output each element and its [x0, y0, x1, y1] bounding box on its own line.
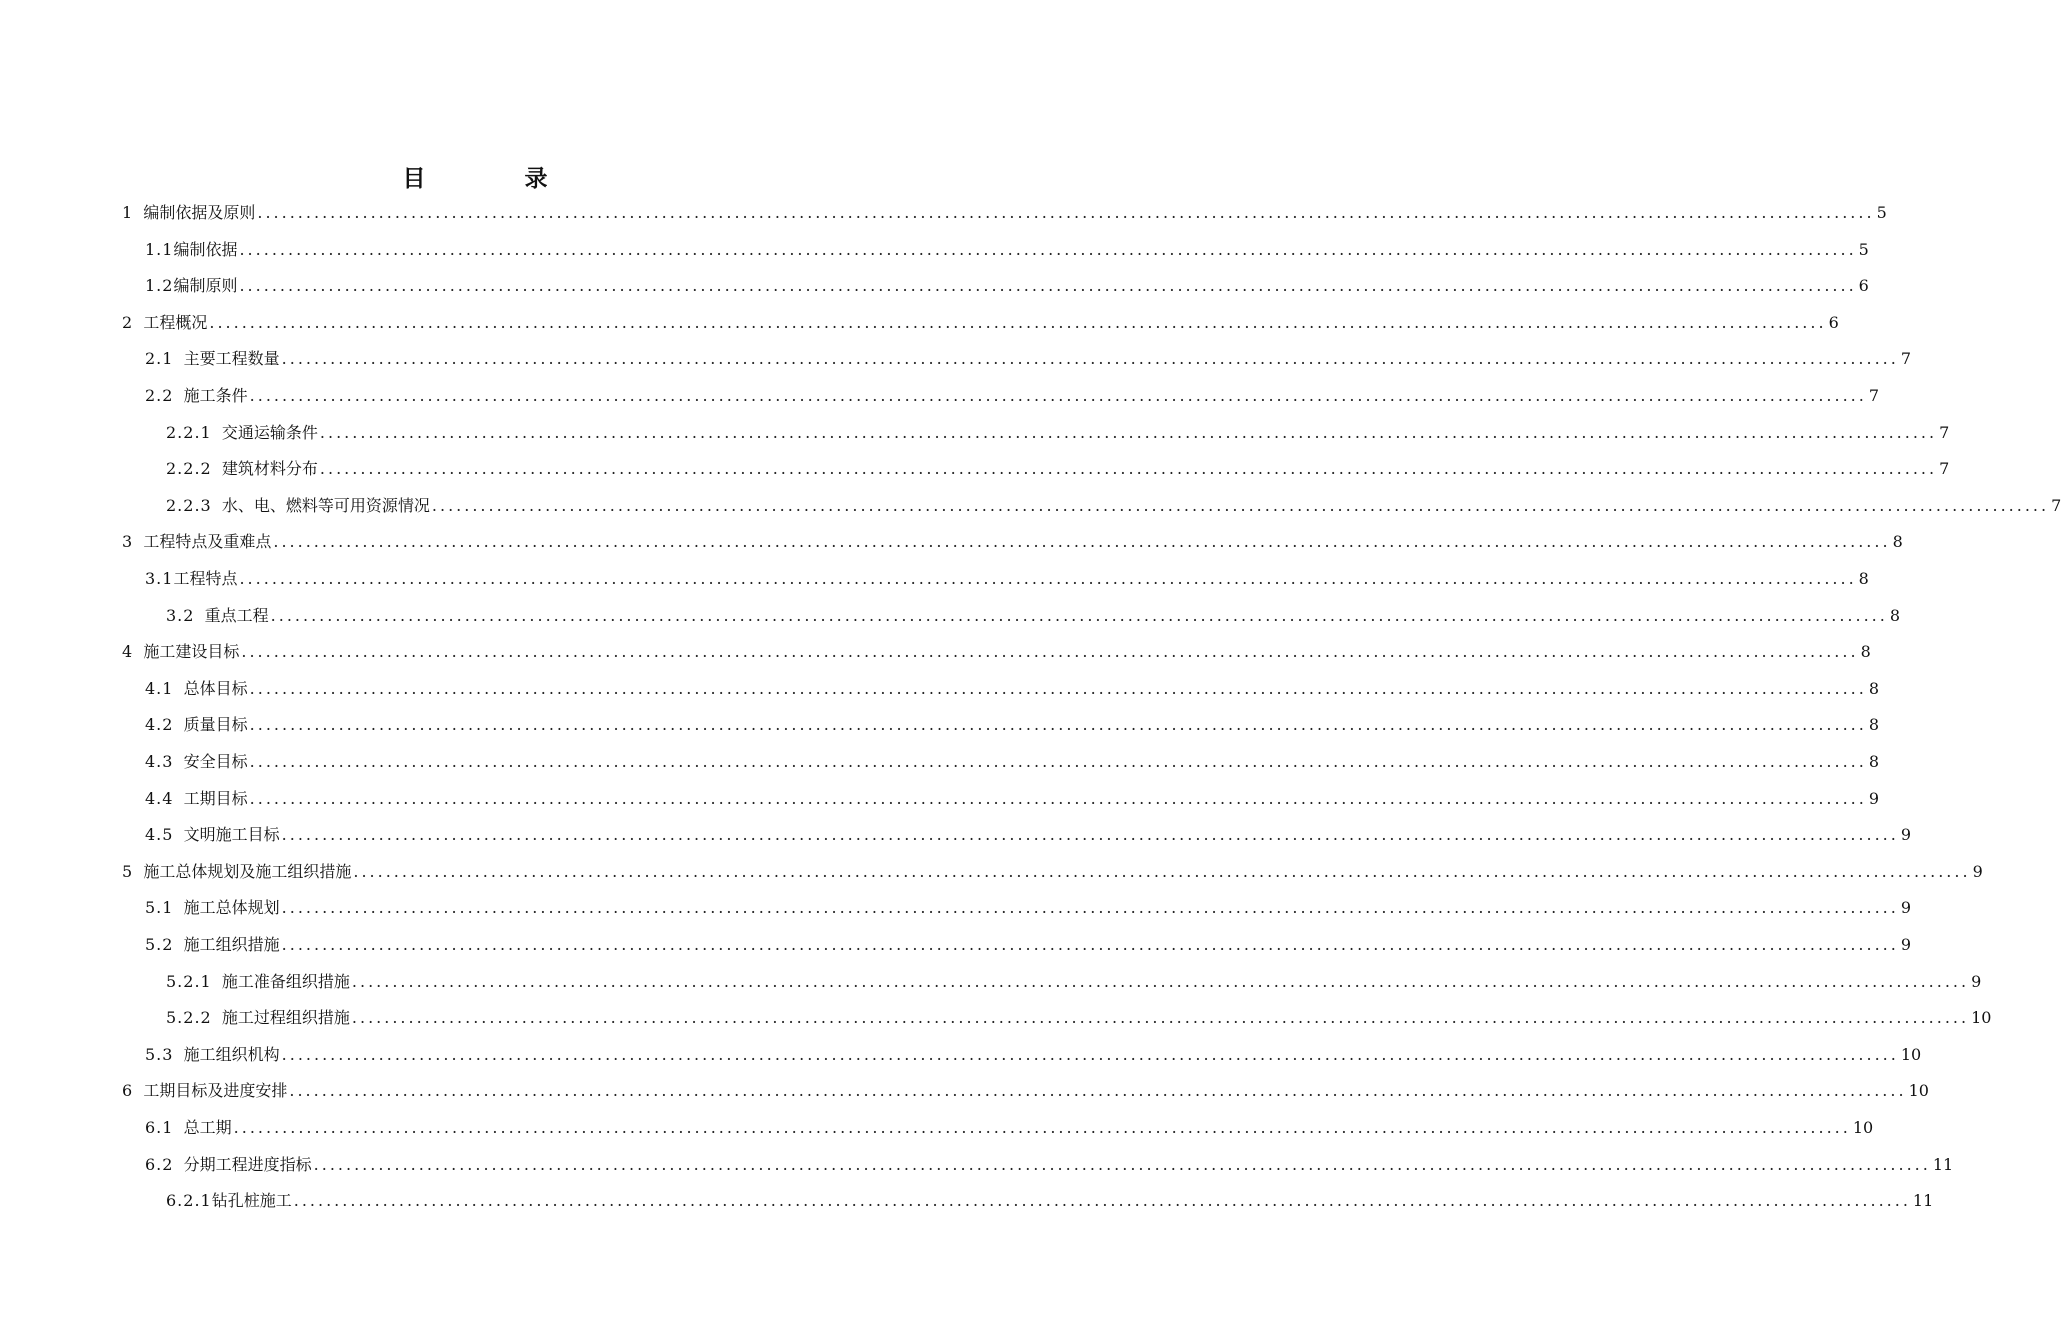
dot-leader: ........................................................................................................................................................................................................: [270, 606, 1888, 625]
dot-leader: ........................................................................................................................................................................................................: [209, 313, 1827, 332]
dot-leader: ........................................................................................................................................................................................................: [249, 715, 1867, 734]
toc-entry[interactable]: [0, 1073, 1929, 1109]
dot-leader: ........................................................................................................................................................................................................: [289, 1081, 1907, 1100]
toc-entry-page: 7: [1900, 349, 1912, 368]
toc-entry-number: 3: [122, 532, 134, 551]
toc-entry[interactable]: [0, 634, 1871, 670]
toc-entry-page: 9: [1900, 825, 1912, 844]
toc-entry-page: 9: [1971, 972, 1982, 991]
toc-entry-label: 施工总体规划及施工组织措施: [143, 862, 352, 881]
toc-entry[interactable]: [0, 232, 1869, 268]
toc-entry-label: 工期目标: [183, 789, 248, 808]
toc-entry-number: 6.2: [145, 1155, 174, 1174]
toc-entry-number: 4.2: [145, 715, 174, 734]
toc-entry-label: 编制依据: [173, 240, 238, 259]
toc-entry-page: 9: [1868, 789, 1880, 808]
toc-entry[interactable]: [0, 817, 1912, 853]
toc-entry-label: 施工组织机构: [183, 1045, 280, 1064]
toc-entry-label: 施工总体规划: [183, 898, 280, 917]
toc-entry-page: 8: [1858, 569, 1869, 588]
toc-entry-number: 5.2.1: [166, 972, 212, 991]
toc-entry-label: 编制原则: [173, 276, 238, 295]
dot-leader: ........................................................................................................................................................................................................: [239, 276, 1857, 295]
dot-leader: ........................................................................................................................................................................................................: [273, 532, 1891, 551]
toc-entry[interactable]: [0, 598, 1901, 634]
toc-entry-number: 5: [122, 862, 134, 881]
dot-leader: ........................................................................................................................................................................................................: [319, 459, 1938, 478]
toc-entry[interactable]: [0, 268, 1869, 304]
toc-entry-label: 钻孔桩施工: [211, 1191, 292, 1210]
toc-entry[interactable]: [0, 1110, 1874, 1146]
toc-entry-number: 3.2: [166, 606, 195, 625]
toc-entry[interactable]: [0, 781, 1880, 817]
toc-entry-number: 2: [122, 313, 134, 332]
dot-leader: ........................................................................................................................................................................................................: [281, 825, 1899, 844]
toc-entry-page: 8: [1892, 532, 1903, 551]
toc-entry-number: 5.1: [145, 898, 174, 917]
toc-entry-number: 4.5: [145, 825, 174, 844]
toc-entry-number: 5.2.2: [166, 1008, 212, 1027]
toc-entry-label: 文明施工目标: [183, 825, 280, 844]
toc-entry[interactable]: [0, 1183, 1934, 1219]
toc-entry-label: 重点工程: [204, 606, 269, 625]
dot-leader: ........................................................................................................................................................................................................: [293, 1191, 1911, 1210]
toc-entry-page: 10: [1908, 1081, 1929, 1100]
toc-entry[interactable]: [0, 415, 1950, 451]
toc-entry-number: 2.2.1: [166, 423, 212, 442]
toc-entry-label: 工程特点: [173, 569, 238, 588]
dot-leader: ........................................................................................................................................................................................................: [281, 935, 1899, 954]
toc-entry-label: 交通运输条件: [221, 423, 318, 442]
toc-entry[interactable]: [0, 854, 1983, 890]
dot-leader: ........................................................................................................................................................................................................: [351, 1008, 1970, 1027]
toc-entry[interactable]: [0, 561, 1869, 597]
toc-entry-number: 6.2.1: [166, 1191, 212, 1210]
toc-entry[interactable]: [0, 524, 1903, 560]
toc-entry-page: 5: [1858, 240, 1869, 259]
toc-entry-label: 施工建设目标: [143, 642, 240, 661]
dot-leader: ........................................................................................................................................................................................................: [281, 349, 1899, 368]
toc-entry-label: 工期目标及进度安排: [143, 1081, 288, 1100]
toc-entry-page: 7: [1939, 423, 1950, 442]
toc-entry[interactable]: [0, 195, 1887, 231]
toc-entry-page: 11: [1912, 1191, 1934, 1210]
toc-entry-label: 施工条件: [183, 386, 248, 405]
toc-entry-number: 2.2.3: [166, 496, 212, 515]
toc-entry-page: 11: [1932, 1155, 1954, 1174]
toc-entry-page: 5: [1876, 203, 1887, 222]
toc-entry-page: 9: [1900, 935, 1912, 954]
dot-leader: ........................................................................................................................................................................................................: [239, 240, 1857, 259]
toc-entry-number: 2.2.2: [166, 459, 212, 478]
toc-entry-label: 主要工程数量: [183, 349, 280, 368]
toc-entry-label: 总体目标: [183, 679, 248, 698]
toc-entry-page: 10: [1900, 1045, 1922, 1064]
toc-entry-page: 6: [1858, 276, 1869, 295]
toc-entry-number: 3.1: [145, 569, 174, 588]
toc-entry-number: 2.1: [145, 349, 174, 368]
dot-leader: ........................................................................................................................................................................................................: [249, 789, 1867, 808]
toc-entry-label: 水、电、燃料等可用资源情况: [221, 496, 430, 515]
toc-entry-number: 1.2: [145, 276, 174, 295]
toc-entry-page: 10: [1971, 1008, 1992, 1027]
toc-entry[interactable]: [0, 671, 1880, 707]
toc-entry-page: 8: [1868, 715, 1880, 734]
toc-entry-label: 施工过程组织措施: [221, 1008, 350, 1027]
dot-leader: ........................................................................................................................................................................................................: [353, 862, 1971, 881]
toc-entry-page: 8: [1889, 606, 1901, 625]
toc-entry-page: 8: [1868, 679, 1880, 698]
toc-entry-number: 4.3: [145, 752, 174, 771]
toc-entry-label: 施工准备组织措施: [221, 972, 350, 991]
dot-leader: ........................................................................................................................................................................................................: [281, 898, 1899, 917]
toc-entry-page: 6: [1828, 313, 1839, 332]
toc-entry-number: 1: [122, 203, 134, 222]
toc-entry-number: 4: [122, 642, 134, 661]
toc-entry-label: 安全目标: [183, 752, 248, 771]
toc-entry-label: 总工期: [183, 1118, 232, 1137]
dot-leader: ........................................................................................................................................................................................................: [313, 1155, 1931, 1174]
toc-entry-number: 1.1: [145, 240, 174, 259]
toc-entry[interactable]: [0, 305, 1839, 341]
dot-leader: ........................................................................................................................................................................................................: [281, 1045, 1899, 1064]
toc-entry[interactable]: [0, 341, 1912, 377]
toc-entry-page: 8: [1868, 752, 1880, 771]
toc-entry-number: 4.1: [145, 679, 174, 698]
dot-leader: ........................................................................................................................................................................................................: [431, 496, 2050, 515]
dot-leader: ........................................................................................................................................................................................................: [351, 972, 1970, 991]
toc-entry[interactable]: [0, 378, 1880, 414]
toc-entry[interactable]: [0, 964, 1982, 1000]
toc-entry-page: 9: [1972, 862, 1983, 881]
toc-entry-label: 质量目标: [183, 715, 248, 734]
toc-entry[interactable]: [0, 707, 1880, 743]
toc-entry-label: 建筑材料分布: [221, 459, 318, 478]
toc-entry-page: 7: [1939, 459, 1950, 478]
dot-leader: ........................................................................................................................................................................................................: [319, 423, 1938, 442]
toc-entry[interactable]: [0, 451, 1950, 487]
toc-entry[interactable]: [0, 1000, 1992, 1036]
dot-leader: ........................................................................................................................................................................................................: [239, 569, 1857, 588]
toc-entry-label: 编制依据及原则: [143, 203, 256, 222]
toc-entry-page: 10: [1852, 1118, 1874, 1137]
toc-entry-label: 工程概况: [143, 313, 208, 332]
toc-entry-number: 4.4: [145, 789, 174, 808]
toc-entry[interactable]: [0, 744, 1880, 780]
toc-entry-number: 6.1: [145, 1118, 174, 1137]
toc-entry-page: 7: [1868, 386, 1880, 405]
dot-leader: ........................................................................................................................................................................................................: [249, 752, 1867, 771]
toc-entry[interactable]: [0, 927, 1912, 963]
toc-entry[interactable]: [0, 890, 1912, 926]
dot-leader: ........................................................................................................................................................................................................: [241, 642, 1859, 661]
toc-entry-number: 6: [122, 1081, 134, 1100]
dot-leader: ........................................................................................................................................................................................................: [233, 1118, 1851, 1137]
toc-entry-label: 分期工程进度指标: [183, 1155, 312, 1174]
toc-entry-page: 8: [1860, 642, 1871, 661]
toc-entry[interactable]: [0, 488, 2061, 524]
toc-entry-page: 7: [2051, 496, 2061, 515]
toc-entry[interactable]: [0, 1147, 1954, 1183]
toc-entry-number: 2.2: [145, 386, 174, 405]
dot-leader: ........................................................................................................................................................................................................: [249, 679, 1867, 698]
toc-entry-number: 5.2: [145, 935, 174, 954]
toc-entry-label: 施工组织措施: [183, 935, 280, 954]
toc-entry[interactable]: [0, 1037, 1922, 1073]
toc-entry-page: 9: [1900, 898, 1912, 917]
page-title: 目 录: [402, 166, 586, 192]
toc-entry-label: 工程特点及重难点: [143, 532, 272, 551]
dot-leader: ........................................................................................................................................................................................................: [257, 203, 1875, 222]
toc-entry-number: 5.3: [145, 1045, 174, 1064]
dot-leader: ........................................................................................................................................................................................................: [249, 386, 1867, 405]
